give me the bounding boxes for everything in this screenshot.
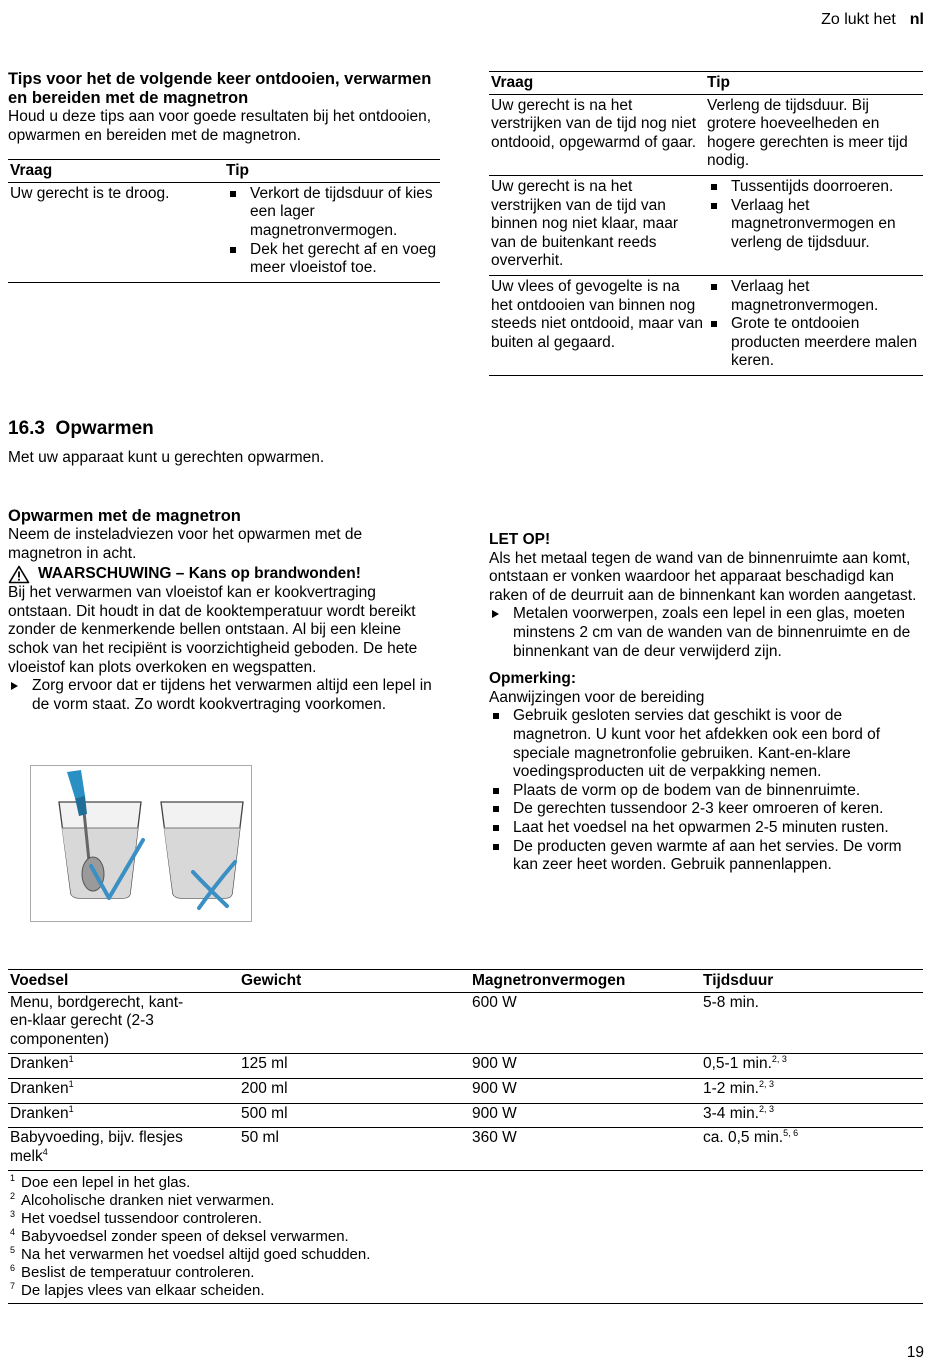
vraag-cell: Uw gerecht is na het verstrijken van de tijd van binnen nog niet klaar, maar van de buitenkant reeds oververhit. [489, 175, 705, 275]
section-heading [8, 418, 154, 440]
reheat-table-block [8, 969, 923, 1304]
weight-cell [239, 992, 470, 1054]
table-row [8, 1128, 923, 1171]
list-item: Verlaag het magnetronvermogen. [707, 278, 921, 315]
tips-intro: Houd u deze tips aan voor goede resultaten bij het ontdooien, opwarmen en bereiden met de magnetron. [8, 108, 432, 144]
col-vraag: Vraag [489, 72, 705, 95]
power-cell: 360 W [470, 1128, 701, 1171]
footnote: $^4$ Babyvoedsel zonder speen of deksel verwarmen. [10, 1227, 349, 1246]
power-cell: 600 W [470, 992, 701, 1054]
col-tip: Tip [224, 160, 440, 183]
warning-title: WAARSCHUWING – Kans op brandwonden! [38, 565, 361, 583]
tips-table-right [489, 71, 923, 376]
time-cell: 1-2 min.$^{2, 3}$ [701, 1078, 923, 1103]
magnetron-block [8, 507, 440, 714]
table-row [489, 275, 923, 375]
letop-text: Als het metaal tegen de wand van de binnenruimte aan komt, ontstaan er vonken waardoor het apparaat beschadigd kan raken of de deurruit aan de binnenkant kan worden aangetast. [489, 549, 917, 604]
table-row [489, 175, 923, 275]
food-cell: Dranken$^1$ [8, 1054, 239, 1079]
list-item: De gerechten tussendoor 2-3 keer omroeren of keren. [489, 800, 923, 819]
spoon-in-glass-illustration [30, 765, 252, 922]
page-number: 19 [906, 1344, 924, 1362]
footnote: $^1$ Doe een lepel in het glas. [10, 1173, 191, 1192]
header-section: Zo lukt het [821, 11, 896, 28]
tip-cell [705, 175, 923, 275]
list-item: Plaats de vorm op de bodem van de binnenruimte. [489, 782, 923, 801]
col-tip: Tip [705, 72, 923, 95]
warning-heading [8, 565, 440, 584]
warning-action: Zorg ervoor dat er tijdens het verwarmen altijd een lepel in de vorm staat. Zo wordt kookvertraging voorkomen. [8, 677, 440, 714]
tip-cell [705, 275, 923, 375]
list-item: Dek het gerecht af en voeg meer vloeistof toe. [226, 241, 438, 278]
power-cell: 900 W [470, 1078, 701, 1103]
caution-block [489, 531, 923, 875]
footnote: $^7$ De lapjes vlees van elkaar scheiden. [10, 1281, 265, 1300]
tips-block [8, 70, 440, 283]
section-intro: Met uw apparaat kunt u gerechten opwarmen. [8, 449, 325, 466]
col-vermogen: Magnetronvermogen [470, 970, 701, 993]
list-item: Laat het voedsel na het opwarmen 2-5 minuten rusten. [489, 819, 923, 838]
col-vraag: Vraag [8, 160, 224, 183]
time-cell: 5-8 min. [701, 992, 923, 1054]
letop-title: LET OP! [489, 531, 551, 548]
vraag-cell: Uw vlees of gevogelte is na het ontdooien van binnen nog steeds niet ontdooid, maar van buiten al gegaard. [489, 275, 705, 375]
food-cell: Dranken$^1$ [8, 1103, 239, 1128]
vraag-cell: Uw gerecht is na het verstrijken van de tijd nog niet ontdooid, opgewarmd of gaar. [489, 94, 705, 175]
table-row [8, 1103, 923, 1128]
weight-cell: 50 ml [239, 1128, 470, 1171]
col-voedsel: Voedsel [8, 970, 239, 993]
footnote: $^6$ Beslist de temperatuur controleren. [10, 1263, 255, 1282]
tips-title: Tips voor het de volgende keer ontdooien, verwarmen en bereiden met de magnetron [8, 70, 432, 107]
footnote: $^3$ Het voedsel tussendoor controleren. [10, 1209, 262, 1228]
list-item: Tussentijds doorroeren. [707, 178, 921, 197]
time-cell: 0,5-1 min.$^{2, 3}$ [701, 1054, 923, 1079]
table-row [8, 1054, 923, 1079]
col-tijdsduur: Tijdsduur [701, 970, 923, 993]
reheat-table [8, 969, 923, 1304]
table-row [489, 94, 923, 175]
note-subtitle: Aanwijzingen voor de bereiding [489, 688, 705, 706]
footnote: $^5$ Na het verwarmen het voedsel altijd goed schudden. [10, 1245, 371, 1264]
list-item: Gebruik gesloten servies dat geschikt is voor de magnetron. U kunt voor het afdekken ook een bord of speciale magnetronfolie gebruiken. Kant-en-klare voedingsproducten uit de verpakking nemen. [489, 707, 923, 781]
tip-cell [224, 182, 440, 282]
tips-table-left [8, 159, 440, 283]
section-title: Opwarmen [55, 418, 154, 439]
note-title: Opmerking: [489, 670, 576, 688]
warning-text: Bij het verwarmen van vloeistof kan er kookvertraging ontstaan. Dit houdt in dat de kooktemperatuur wordt bereikt zonder de kenmerkende bellen ontstaan. Al bij een kleine schok van het recipiënt is voorzichtigheid geboden. De hete vloeistof kan plots overkoken en wegspatten. [8, 584, 418, 676]
power-cell: 900 W [470, 1103, 701, 1128]
tips-table-right-block [489, 71, 923, 376]
footnote: $^2$ Alcoholische dranken niet verwarmen. [10, 1191, 275, 1210]
vraag-cell: Uw gerecht is te droog. [8, 182, 224, 282]
time-cell: ca. 0,5 min.$^{5, 6}$ [701, 1128, 923, 1171]
running-header [821, 11, 924, 30]
warning-triangle-icon [8, 565, 30, 584]
weight-cell: 500 ml [239, 1103, 470, 1128]
weight-cell: 200 ml [239, 1078, 470, 1103]
magnetron-title: Opwarmen met de magnetron [8, 507, 241, 525]
header-language: nl [909, 11, 924, 28]
magnetron-intro: Neem de insteladviezen voor het opwarmen met de magnetron in acht. [8, 526, 363, 562]
tip-cell: Verleng de tijdsduur. Bij grotere hoeveelheden en hogere gerechten is meer tijd nodig. [705, 94, 923, 175]
table-row [8, 992, 923, 1054]
list-item: Grote te ontdooien producten meerdere malen keren. [707, 315, 921, 371]
table-row [8, 1078, 923, 1103]
note-list [489, 707, 923, 874]
section-number: 16.3 [8, 418, 45, 439]
power-cell: 900 W [470, 1054, 701, 1079]
list-item: Verkort de tijdsduur of kies een lager magnetronvermogen. [226, 185, 438, 241]
col-gewicht: Gewicht [239, 970, 470, 993]
list-item: Verlaag het magnetronvermogen en verleng de tijdsduur. [707, 197, 921, 253]
letop-action: Metalen voorwerpen, zoals een lepel in een glas, moeten minstens 2 cm van de wanden van de binnenruimte en de binnenkant van de deur verwijderd zijn. [489, 605, 923, 661]
footnotes [8, 1171, 923, 1304]
food-cell: Babyvoeding, bijv. flesjes melk$^4$ [8, 1128, 239, 1171]
food-cell: Menu, bordgerecht, kant-en-klaar gerecht (2-3 componenten) [8, 992, 239, 1054]
time-cell: 3-4 min.$^{2, 3}$ [701, 1103, 923, 1128]
glass-spoon-icon [31, 766, 251, 921]
weight-cell: 125 ml [239, 1054, 470, 1079]
list-item: De producten geven warmte af aan het servies. De vorm kan zeer heet worden. Gebruik pannenlappen. [489, 838, 923, 875]
table-row [8, 182, 440, 282]
food-cell: Dranken$^1$ [8, 1078, 239, 1103]
